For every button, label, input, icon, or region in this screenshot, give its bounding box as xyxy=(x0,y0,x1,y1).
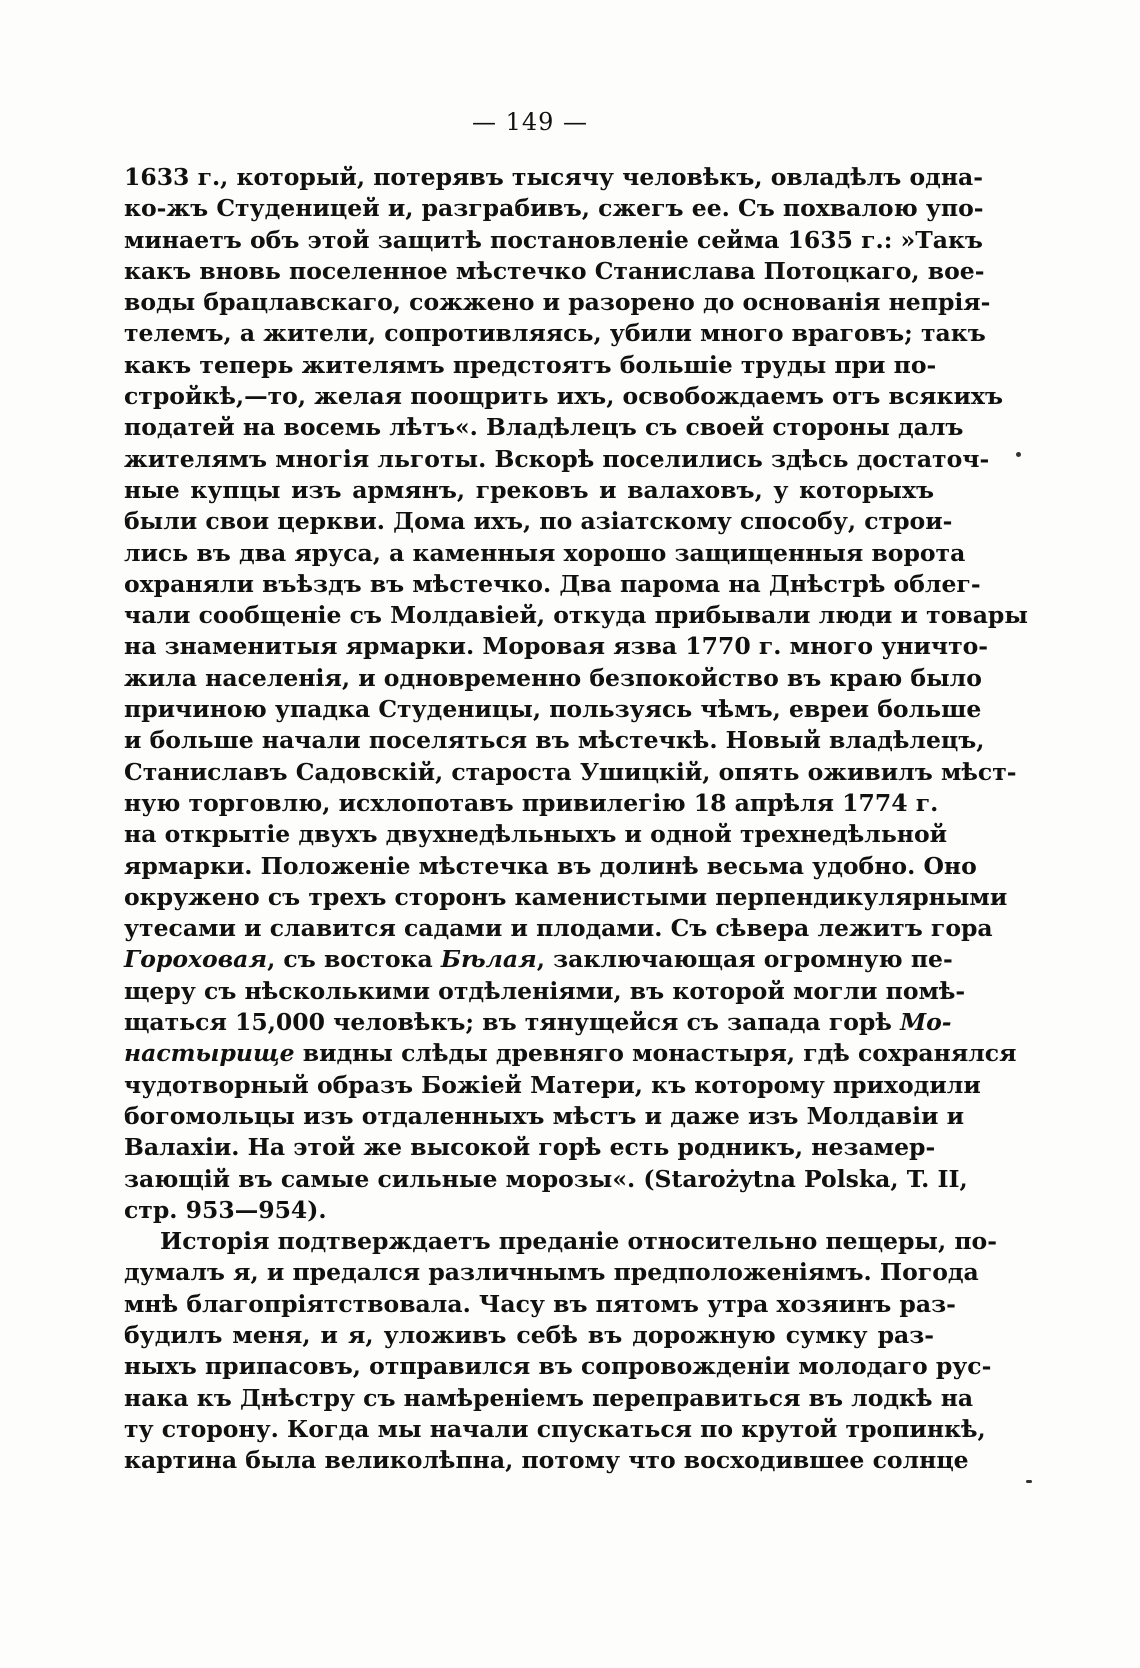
text-line: думалъ я, и предался различнымъ предположеніямъ. Погода xyxy=(124,1258,979,1287)
text-line-with-italics xyxy=(124,1007,952,1038)
text-line: щеру съ нѣсколькими отдѣленіями, въ которой могли помѣ- xyxy=(124,976,966,1005)
text-line: богомольцы изъ отдаленныхъ мѣстъ и даже изъ Молдавіи и xyxy=(124,1101,965,1130)
text-fragment: видны слѣды древняго монастыря, гдѣ сохранялся xyxy=(294,1039,1017,1068)
text-line: на открытіе двухъ двухнедѣльныхъ и одной трехнедѣльной xyxy=(124,820,948,849)
text-line: лись въ два яруса, а каменныя хорошо защищенныя ворота xyxy=(124,538,966,567)
page-number: — 149 — xyxy=(471,108,589,136)
text-line: причиною упадка Студеницы, пользуясь чѣмъ, евреи больше xyxy=(124,695,982,724)
text-fragment: , заключающая огромную пе- xyxy=(536,945,953,974)
text-line-with-italics xyxy=(124,1038,1017,1069)
text-line: Валахіи. На этой же высокой горѣ есть родникъ, незамер- xyxy=(124,1133,936,1162)
text-line: телемъ, а жители, сопротивляясь, убили много враговъ; такъ xyxy=(124,319,986,348)
text-line: на знаменитыя ярмарки. Моровая язва 1770 г. много уничто- xyxy=(124,632,989,661)
text-line: нака къ Днѣстру съ намѣреніемъ переправиться въ лодкѣ на xyxy=(124,1383,974,1412)
place-name-monastyrishche-end: настырище xyxy=(124,1039,295,1068)
text-line: мнѣ благопріятствовала. Часу въ пятомъ утра хозяинъ раз- xyxy=(124,1289,956,1318)
text-line: какъ теперь жителямъ предстоятъ большіе труды при по- xyxy=(124,350,937,379)
text-line: какъ вновь поселенное мѣстечко Станислава Потоцкаго, вое- xyxy=(124,256,985,285)
text-line-with-italics xyxy=(124,944,953,975)
place-name-monastyrishche-start: Мо- xyxy=(900,1008,952,1037)
text-fragment: , съ востока xyxy=(267,945,441,974)
text-line: ту сторону. Когда мы начали спускаться по крутой тропинкѣ, xyxy=(124,1414,986,1443)
text-line: жила населенія, и одновременно безпокойство въ краю было xyxy=(124,663,982,692)
text-line: и больше начали поселяться въ мѣстечкѣ. Новый владѣлецъ, xyxy=(124,726,985,755)
text-line: ярмарки. Положеніе мѣстечка въ долинѣ весьма удобно. Оно xyxy=(124,851,977,880)
text-line: чудотворный образъ Божіей Матери, къ которому приходили xyxy=(124,1070,981,1099)
text-line: стройкѣ,—то, желая поощрить ихъ, освобождаемъ отъ всякихъ xyxy=(124,382,1003,411)
text-line: охраняли въѣздъ въ мѣстечко. Два парома на Днѣстрѣ облег- xyxy=(124,569,981,598)
text-line: Исторія подтверждаетъ преданіе относительно пещеры, по- xyxy=(160,1227,997,1256)
place-name-belaya: Бѣлая xyxy=(440,945,537,974)
text-line: окружено съ трехъ сторонъ каменистыми перпендикулярными xyxy=(124,882,1008,911)
ink-speck xyxy=(1026,1480,1032,1483)
text-line: будилъ меня, и я, уложивъ себѣ въ дорожную сумку раз- xyxy=(124,1320,934,1349)
body-text xyxy=(124,162,1028,1476)
text-line: стр. 953—954). xyxy=(124,1195,327,1224)
text-line: податей на восемь лѣтъ«. Владѣлецъ съ своей стороны далъ xyxy=(124,413,964,442)
text-fragment: щаться 15,000 человѣкъ; въ тянущейся съ запада горѣ xyxy=(124,1008,901,1037)
text-line: ко-жъ Студеницей и, разграбивъ, сжегъ ее. Съ похвалою упо- xyxy=(124,194,984,223)
text-line: были свои церкви. Дома ихъ, по азіатскому способу, строи- xyxy=(124,507,953,536)
text-line: ную торговлю, исхлопотавъ привилегію 18 апрѣля 1774 г. xyxy=(124,788,939,817)
text-line: Станиславъ Садовскій, староста Ушицкій, опять оживилъ мѣст- xyxy=(124,757,1017,786)
text-line: ныхъ припасовъ, отправился въ сопровожденіи молодаго рус- xyxy=(124,1352,992,1381)
ink-speck xyxy=(1016,452,1021,457)
text-line: воды брацлавскаго, сожжено и разорено до основанія непрія- xyxy=(124,288,991,317)
place-name-gorokhovaya: Гороховая xyxy=(124,945,268,974)
text-line: 1633 г., который, потерявъ тысячу человѣкъ, овладѣлъ одна- xyxy=(124,163,984,191)
text-line: ные купцы изъ армянъ, грековъ и валаховъ, у которыхъ xyxy=(124,475,934,504)
text-line: картина была великолѣпна, потому что восходившее солнце xyxy=(124,1446,969,1475)
text-line: зающій въ самые сильные морозы«. (Starożytna Polska, T. II, xyxy=(124,1164,968,1193)
text-line: жителямъ многія льготы. Вскорѣ поселились здѣсь достаточ- xyxy=(124,444,990,473)
text-line: минаетъ объ этой защитѣ постановленіе сейма 1635 г.: »Такъ xyxy=(124,225,983,254)
text-line: утесами и славится садами и плодами. Съ сѣвера лежитъ гора xyxy=(124,914,993,943)
text-line: чали сообщеніе съ Молдавіей, откуда прибывали люди и товары xyxy=(124,601,1028,630)
